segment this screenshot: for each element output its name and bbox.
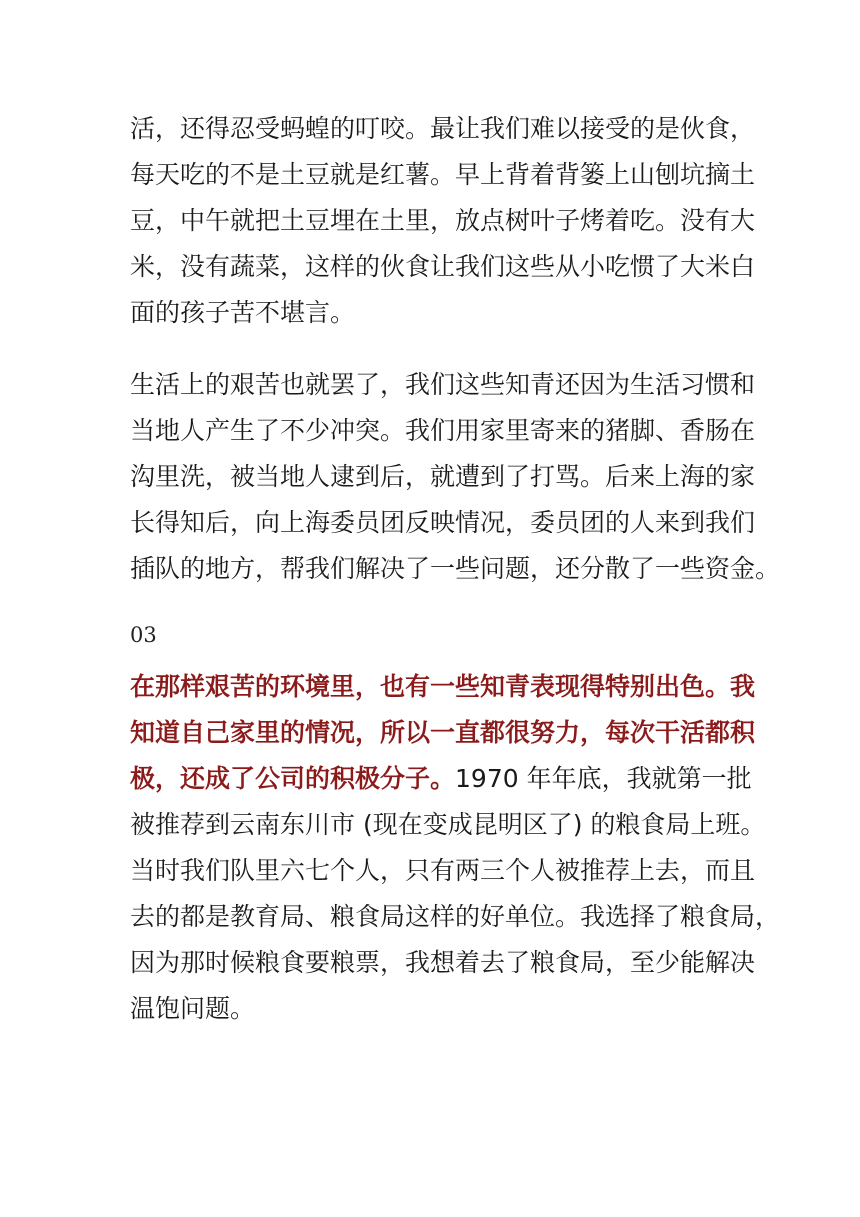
plain-text: 1970 年年底，我就第一批 [455, 764, 752, 793]
paragraph-food-hardship [130, 106, 756, 336]
text-line: 因为那时候粮食要粮票，我想着去了粮食局，至少能解决 [130, 948, 756, 977]
highlighted-text-line: 在那样艰苦的环境里，也有一些知青表现得特别出色。我 [130, 672, 756, 701]
text-line: 长得知后，向上海委员团反映情况，委员团的人来到我们 [130, 508, 756, 537]
text-line: 生活上的艰苦也就罢了，我们这些知青还因为生活习惯和 [130, 370, 756, 399]
text-line: 豆，中午就把土豆埋在土里，放点树叶子烤着吃。没有大 [130, 206, 756, 235]
text-line: 每天吃的不是土豆就是红薯。早上背着背篓上山刨坑摘土 [130, 160, 756, 189]
text-line: 温饱问题。 [130, 994, 256, 1023]
paragraph-conflicts [130, 362, 781, 592]
paragraph-recommendation [130, 664, 781, 1032]
text-line: 当时我们队里六七个人，只有两三个人被推荐上去，而且 [130, 856, 756, 885]
text-line: 当地人产生了不少冲突。我们用家里寄来的猪脚、香肠在 [130, 416, 756, 445]
text-line: 去的都是教育局、粮食局这样的好单位。我选择了粮食局， [130, 902, 781, 931]
text-line: 插队的地方，帮我们解决了一些问题，还分散了一些资金。 [130, 554, 781, 583]
mixed-text-line [130, 756, 752, 802]
text-line: 被推荐到云南东川市 (现在变成昆明区了) 的粮食局上班。 [130, 810, 766, 839]
highlighted-text-line: 知道自己家里的情况，所以一直都很努力，每次干活都积 [130, 718, 756, 747]
text-line: 米，没有蔬菜，这样的伙食让我们这些从小吃惯了大米白 [130, 252, 756, 281]
text-line: 活，还得忍受蚂蝗的叮咬。最让我们难以接受的是伙食， [130, 114, 756, 143]
section-number: 03 [130, 623, 157, 647]
highlighted-text: 极，还成了公司的积极分子。 [130, 764, 456, 793]
text-line: 沟里洗，被当地人逮到后，就遭到了打骂。后来上海的家 [130, 462, 756, 491]
text-line: 面的孩子苦不堪言。 [130, 298, 356, 327]
